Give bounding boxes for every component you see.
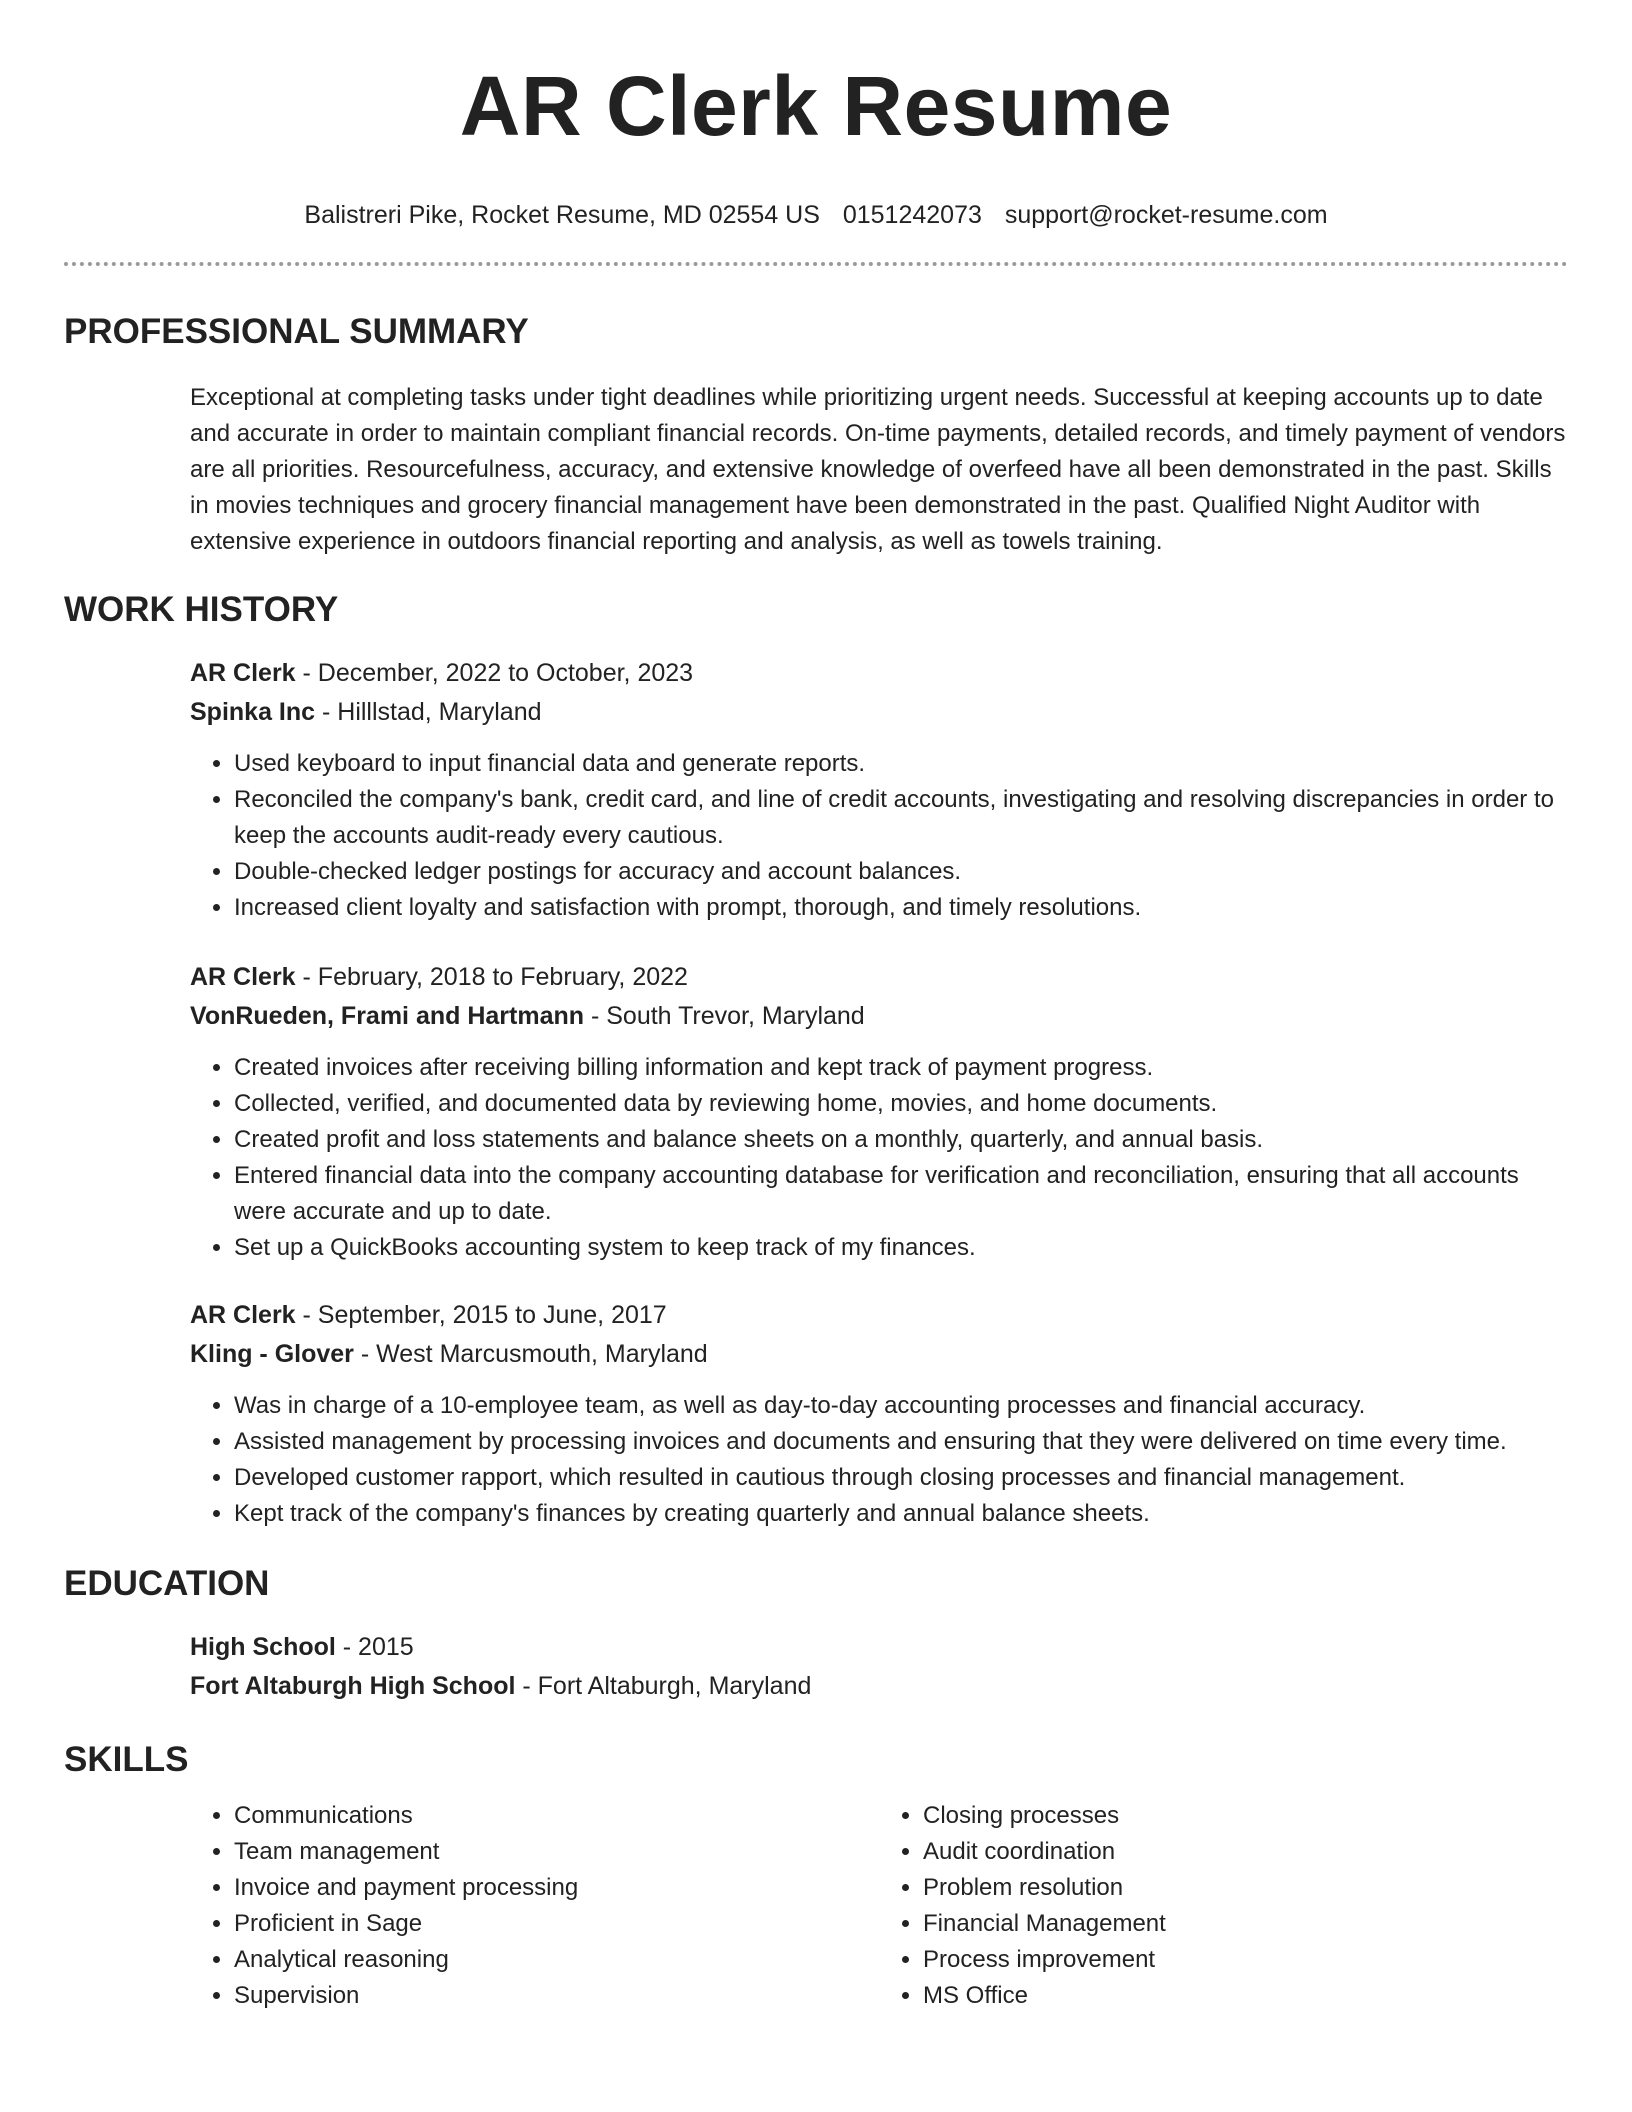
job-bullet: • Used keyboard to input financial data and generate reports. (234, 746, 1568, 782)
job-bullets (190, 1388, 1568, 1532)
contact-phone: 0151242073 (842, 201, 982, 229)
resume-page (64, 0, 1568, 2014)
job-bullet: • Entered financial data into the company accounting database for verification and reconciliation, ensuring that all accounts were accurate and up to date. (234, 1158, 1568, 1230)
job-bullets (190, 1050, 1568, 1266)
header-divider (64, 262, 1568, 266)
job-company: Spinka Inc (190, 698, 316, 726)
skill-item: • Supervision (234, 1978, 879, 2014)
job-dates: - September, 2015 to June, 2017 (295, 1301, 667, 1329)
summary-text: Exceptional at completing tasks under tight deadlines while prioritizing urgent needs. Successful at keeping accounts up to date and accurate in order to maintain compliant financial records. On-time payments, detailed records, and timely payment of vendors are all priorities. Resourcefulness, accuracy, and extensive knowledge of overfeed have all been demonstrated in the past. Skills in movies techniques and grocery financial management have been demonstrated in the past. Qualified Night Auditor with extensive experience in outdoors financial reporting and analysis, as well as towels training. (190, 384, 1566, 555)
job-company-line (190, 997, 1568, 1036)
skill-item: • MS Office (923, 1978, 1568, 2014)
skill-item: • Analytical reasoning (234, 1942, 879, 1978)
section-title-summary: PROFESSIONAL SUMMARY (64, 312, 529, 351)
job-bullet: • Created profit and loss statements and balance sheets on a monthly, quarterly, and annual basis. (234, 1122, 1568, 1158)
skill-item: • Closing processes (923, 1798, 1568, 1834)
job-bullet: • Assisted management by processing invoices and documents and ensuring that they were delivered on time every time. (234, 1424, 1568, 1460)
education-entry (190, 1628, 1568, 1706)
skill-item: • Financial Management (923, 1906, 1568, 1942)
education-degree-line (190, 1628, 1568, 1667)
job-company-line (190, 1335, 1568, 1374)
job-bullet: • Was in charge of a 10-employee team, as well as day-to-day accounting processes and financial accuracy. (234, 1388, 1568, 1424)
education-degree: High School (190, 1633, 336, 1661)
contact-address: Balistreri Pike, Rocket Resume, MD 02554 US (304, 201, 820, 229)
education-year: - 2015 (335, 1633, 414, 1661)
resume-title: AR Clerk Resume (459, 59, 1173, 153)
job-bullet: • Increased client loyalty and satisfaction with prompt, thorough, and timely resolutions. (234, 890, 1568, 926)
skill-item: • Audit coordination (923, 1834, 1568, 1870)
job-title-line (190, 1296, 1568, 1335)
job-bullet: • Developed customer rapport, which resulted in cautious through closing processes and financial management. (234, 1460, 1568, 1496)
job-company: VonRueden, Frami and Hartmann (190, 1002, 585, 1030)
job-bullet: • Double-checked ledger postings for accuracy and account balances. (234, 854, 1568, 890)
job-title-line (190, 958, 1568, 997)
skill-item: • Invoice and payment processing (234, 1870, 879, 1906)
job-bullets (190, 746, 1568, 926)
job-entry (190, 958, 1568, 1266)
education-school-line (190, 1667, 1568, 1706)
contact-email: support@rocket-resume.com (1004, 201, 1328, 229)
education-school: Fort Altaburgh High School (190, 1672, 516, 1700)
job-bullet: • Set up a QuickBooks accounting system to keep track of my finances. (234, 1230, 1568, 1266)
job-entry (190, 654, 1568, 926)
job-title: AR Clerk (190, 963, 296, 991)
skills-column-left (190, 1798, 879, 2014)
skill-item: • Team management (234, 1834, 879, 1870)
section-title-skills: SKILLS (64, 1740, 189, 1779)
job-location: - South Trevor, Maryland (584, 1002, 865, 1030)
job-bullet: • Kept track of the company's finances by creating quarterly and annual balance sheets. (234, 1496, 1568, 1532)
job-company: Kling - Glover (190, 1340, 354, 1368)
job-title: AR Clerk (190, 659, 296, 687)
job-dates: - December, 2022 to October, 2023 (295, 659, 694, 687)
job-location: - Hilllstad, Maryland (315, 698, 542, 726)
education-location: - Fort Altaburgh, Maryland (515, 1672, 812, 1700)
contact-info (64, 198, 1568, 232)
skill-item: • Communications (234, 1798, 879, 1834)
section-title-education: EDUCATION (64, 1564, 270, 1603)
skills-list (190, 1798, 1568, 2014)
job-bullet: • Collected, verified, and documented data by reviewing home, movies, and home documents. (234, 1086, 1568, 1122)
job-bullet: • Reconciled the company's bank, credit card, and line of credit accounts, investigating and resolving discrepancies in order to keep the accounts audit-ready every cautious. (234, 782, 1568, 854)
job-title: AR Clerk (190, 1301, 296, 1329)
skill-item: • Proficient in Sage (234, 1906, 879, 1942)
job-company-line (190, 693, 1568, 732)
job-bullet: • Created invoices after receiving billing information and kept track of payment progress. (234, 1050, 1568, 1086)
job-dates: - February, 2018 to February, 2022 (295, 963, 688, 991)
job-title-line (190, 654, 1568, 693)
job-entry (190, 1296, 1568, 1532)
section-title-work-history: WORK HISTORY (64, 590, 339, 629)
job-location: - West Marcusmouth, Maryland (353, 1340, 708, 1368)
skills-column-right (879, 1798, 1568, 2014)
skill-item: • Process improvement (923, 1942, 1568, 1978)
skill-item: • Problem resolution (923, 1870, 1568, 1906)
